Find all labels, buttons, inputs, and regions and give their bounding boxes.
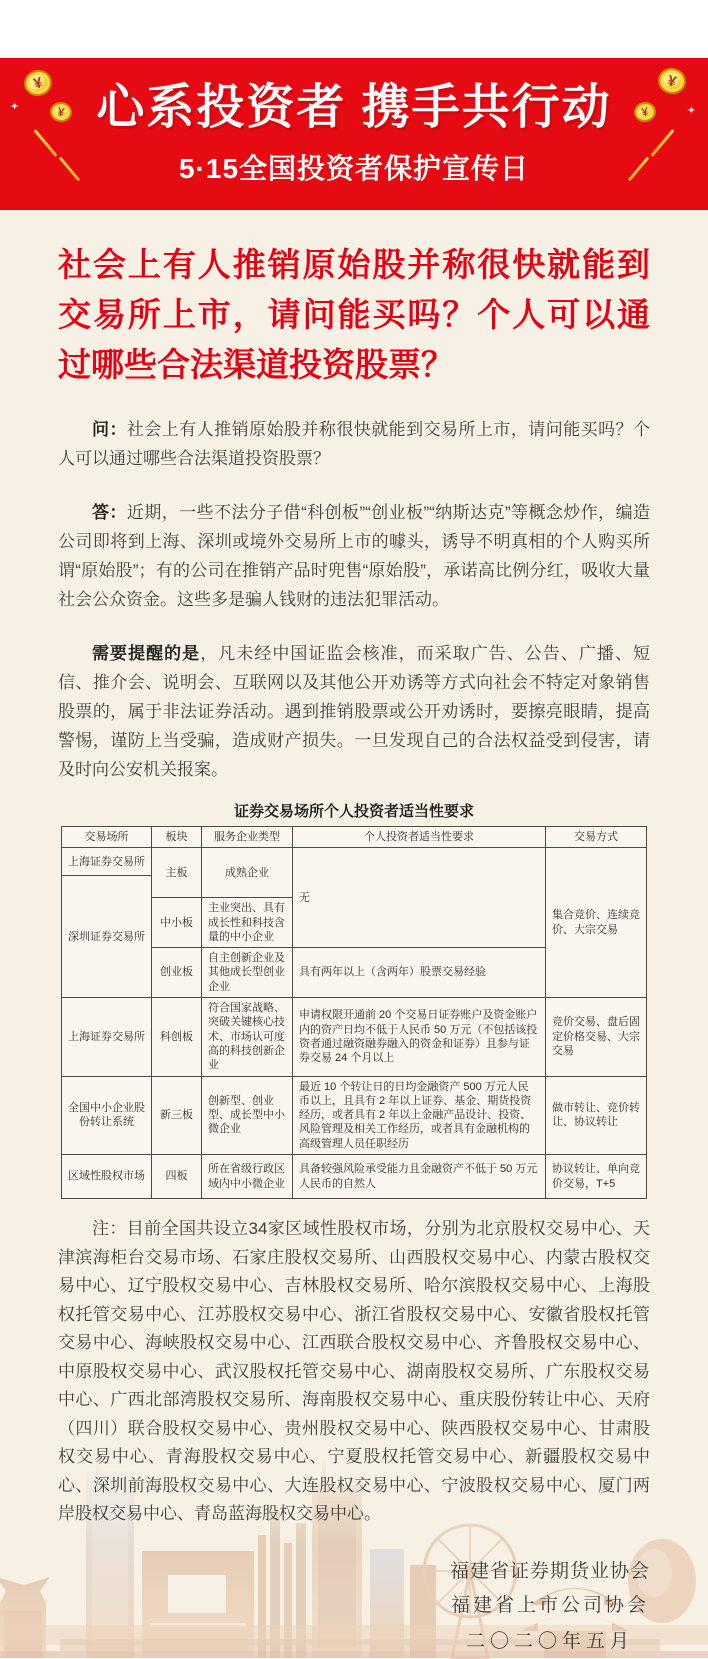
- cell-neeq-req: 最近 10 个转让日的日均金融资产 500 万元人民币以上，且具有 2 年以上证券、基金、期货投资经历，或者具有 2 年以上金融产品设计、投资、风险管理及相关工作经历，或者具有金融机构的高级管理人员任职经历: [293, 1076, 546, 1154]
- cell-regional-venue: 区域性股权市场: [62, 1155, 152, 1199]
- cell-regional-board: 四板: [152, 1155, 202, 1199]
- cell-gem-type: 自主创新企业及其他成长型创业企业: [202, 948, 293, 998]
- suitability-table: [61, 826, 647, 1199]
- header-trading-method: 交易方式: [546, 827, 647, 848]
- table-row: [62, 1076, 647, 1154]
- sparkle-icon: ✦: [686, 105, 696, 117]
- note-text: 目前全国共设立34家区域性股权市场，分别为北京股权交易中心、天津滨海柜台交易市场、石家庄股权交易所、山西股权交易中心、内蒙古股权交易中心、辽宁股权交易中心、吉林股权交易所、哈尔滨股权交易中心、上海股权托管交易中心、江苏股权交易中心、浙江省股权交易中心、安徽省股权托管交易中心、海峡股权交易中心、江西联合股权交易中心、齐鲁股权交易中心、中原股权交易中心、武汉股权托管交易中心、湖南股权交易所、广东股权交易中心、广西北部湾股权交易所、海南股权交易中心、重庆股份转让中心、天府（四川）联合股权交易中心、贵州股权交易中心、陕西股权交易中心、甘肃股权交易中心、青海股权交易中心、宁夏股权托管交易中心、新疆股权交易中心、深圳前海股权交易中心、大连股权交易中心、宁波股权交易中心、厦门两岸股权交易中心、青岛蓝海股权交易中心。: [58, 1219, 650, 1524]
- cell-regional-method: 协议转让、单向竞价交易，T+5: [546, 1155, 647, 1199]
- cell-star-type: 符合国家战略、突破关键核心技术、市场认可度高的科技创新企业: [202, 998, 293, 1076]
- question-label: 问：: [92, 420, 127, 439]
- header-company-type: 服务企业类型: [202, 827, 293, 848]
- cell-sme-board: 中小板: [152, 898, 202, 948]
- answer-text: 近期，一些不法分子借“科创板”“创业板”“纳斯达克”等概念炒作，编造公司即将到上海、深圳或境外交易所上市的噱头，诱导不明真相的个人购买所谓“原始股”；有的公司在推销产品时兜售“原始股”，承诺高比例分红，吸收大量社会公众资金。这些多是骗人钱财的违法犯罪活动。: [58, 503, 651, 609]
- cell-sme-type: 主业突出、具有成长性和科技含量的中小企业: [202, 898, 293, 948]
- table-row: [62, 1155, 647, 1199]
- banner: [0, 58, 708, 210]
- cell-neeq-method: 做市转让、竞价转让、协议转让: [546, 1076, 647, 1154]
- sparkle-icon: ✦: [10, 101, 20, 113]
- table-row: [62, 998, 647, 1076]
- banner-subtitle: 5·15全国投资者保护宣传日: [178, 153, 530, 185]
- cell-star-board: 科创板: [152, 998, 202, 1076]
- signature-org-2: 福建省上市公司协会: [450, 1594, 649, 1616]
- header-board: 板块: [152, 827, 202, 848]
- cell-neeq-type: 创新型、创业型、成长型中小微企业: [202, 1076, 293, 1154]
- cell-main-board: 主板: [152, 848, 202, 898]
- cell-regional-req: 具备较强风险承受能力且金融资产不低于 50 万元人民币的自然人: [293, 1155, 546, 1199]
- cell-sse-venue: 上海证券交易所: [62, 848, 152, 876]
- table-row: [62, 848, 647, 876]
- coin-icon: ¥: [48, 100, 73, 124]
- cell-regional-type: 所在省级行政区域内中小微企业: [202, 1155, 293, 1199]
- cell-star-method: 竞价交易、盘后固定价格交易、大宗交易: [546, 998, 647, 1076]
- cell-main-type: 成熟企业: [202, 848, 293, 898]
- question-paragraph: [58, 415, 650, 473]
- cell-star-req: 申请权限开通前 20 个交易日证券账户及资金账户内的资产日均不低于人民币 50 万元（不包括该投资者通过融资融券融入的资金和证券）且参与证券交易 24 个月以上: [293, 998, 546, 1076]
- table-header-row: [62, 827, 647, 848]
- article-headline: 社会上有人推销原始股并称很快就能到交易所上市，请问能买吗？个人可以通过哪些合法渠道投资股票？: [58, 246, 650, 383]
- reminder-label: 需要提醒的是: [92, 644, 201, 663]
- coin-icon: ¥: [632, 100, 657, 124]
- cell-szse-venue: 深圳证券交易所: [62, 876, 152, 998]
- coin-icon: ¥: [655, 65, 689, 97]
- main-content: [0, 240, 708, 1529]
- table-title: 证券交易场所个人投资者适当性要求: [233, 803, 474, 820]
- cell-neeq-board: 新三板: [152, 1076, 202, 1154]
- signature-date: 二〇二〇年五月: [465, 1630, 634, 1652]
- note-label: 注：: [92, 1219, 127, 1239]
- cell-neeq-venue: 全国中小企业股份转让系统: [62, 1076, 152, 1154]
- note-paragraph: [58, 1215, 650, 1529]
- coin-icon: ¥: [21, 67, 55, 99]
- cell-main-sme-req: 无: [293, 848, 546, 948]
- cell-auction-method: 集合竞价、连续竞价、大宗交易: [546, 848, 647, 998]
- reminder-paragraph: [58, 639, 650, 784]
- question-text: 社会上有人推销原始股并称很快就能到交易所上市，请问能买吗？个人可以通过哪些合法渠道投资股票？: [58, 420, 651, 468]
- header-venue: 交易场所: [62, 827, 152, 848]
- answer-label: 答：: [92, 503, 127, 522]
- signature-block: [450, 1555, 650, 1659]
- cell-gem-board: 创业板: [152, 948, 202, 998]
- reminder-text: ，凡未经中国证监会核准，而采取广告、公告、广播、短信、推介会、说明会、互联网以及其他公开劝诱等方式向社会不特定对象销售股票的，属于非法证券活动。遇到推销股票或公开劝诱时，要擦亮眼睛，提高警惕，谨防上当受骗，造成财产损失。一旦发现自己的合法权益受到侵害，请及时向公安机关报案。: [58, 644, 651, 779]
- signature-org-1: 福建省证券期货业协会: [449, 1560, 650, 1582]
- header-suitability: 个人投资者适当性要求: [293, 827, 546, 848]
- cell-gem-req: 具有两年以上（含两年）股票交易经验: [293, 948, 546, 998]
- banner-title: 心系投资者 携手共行动: [96, 81, 612, 134]
- answer-paragraph: [58, 498, 650, 614]
- cell-sse-star-venue: 上海证券交易所: [62, 998, 152, 1076]
- poster-page: [0, 58, 708, 1658]
